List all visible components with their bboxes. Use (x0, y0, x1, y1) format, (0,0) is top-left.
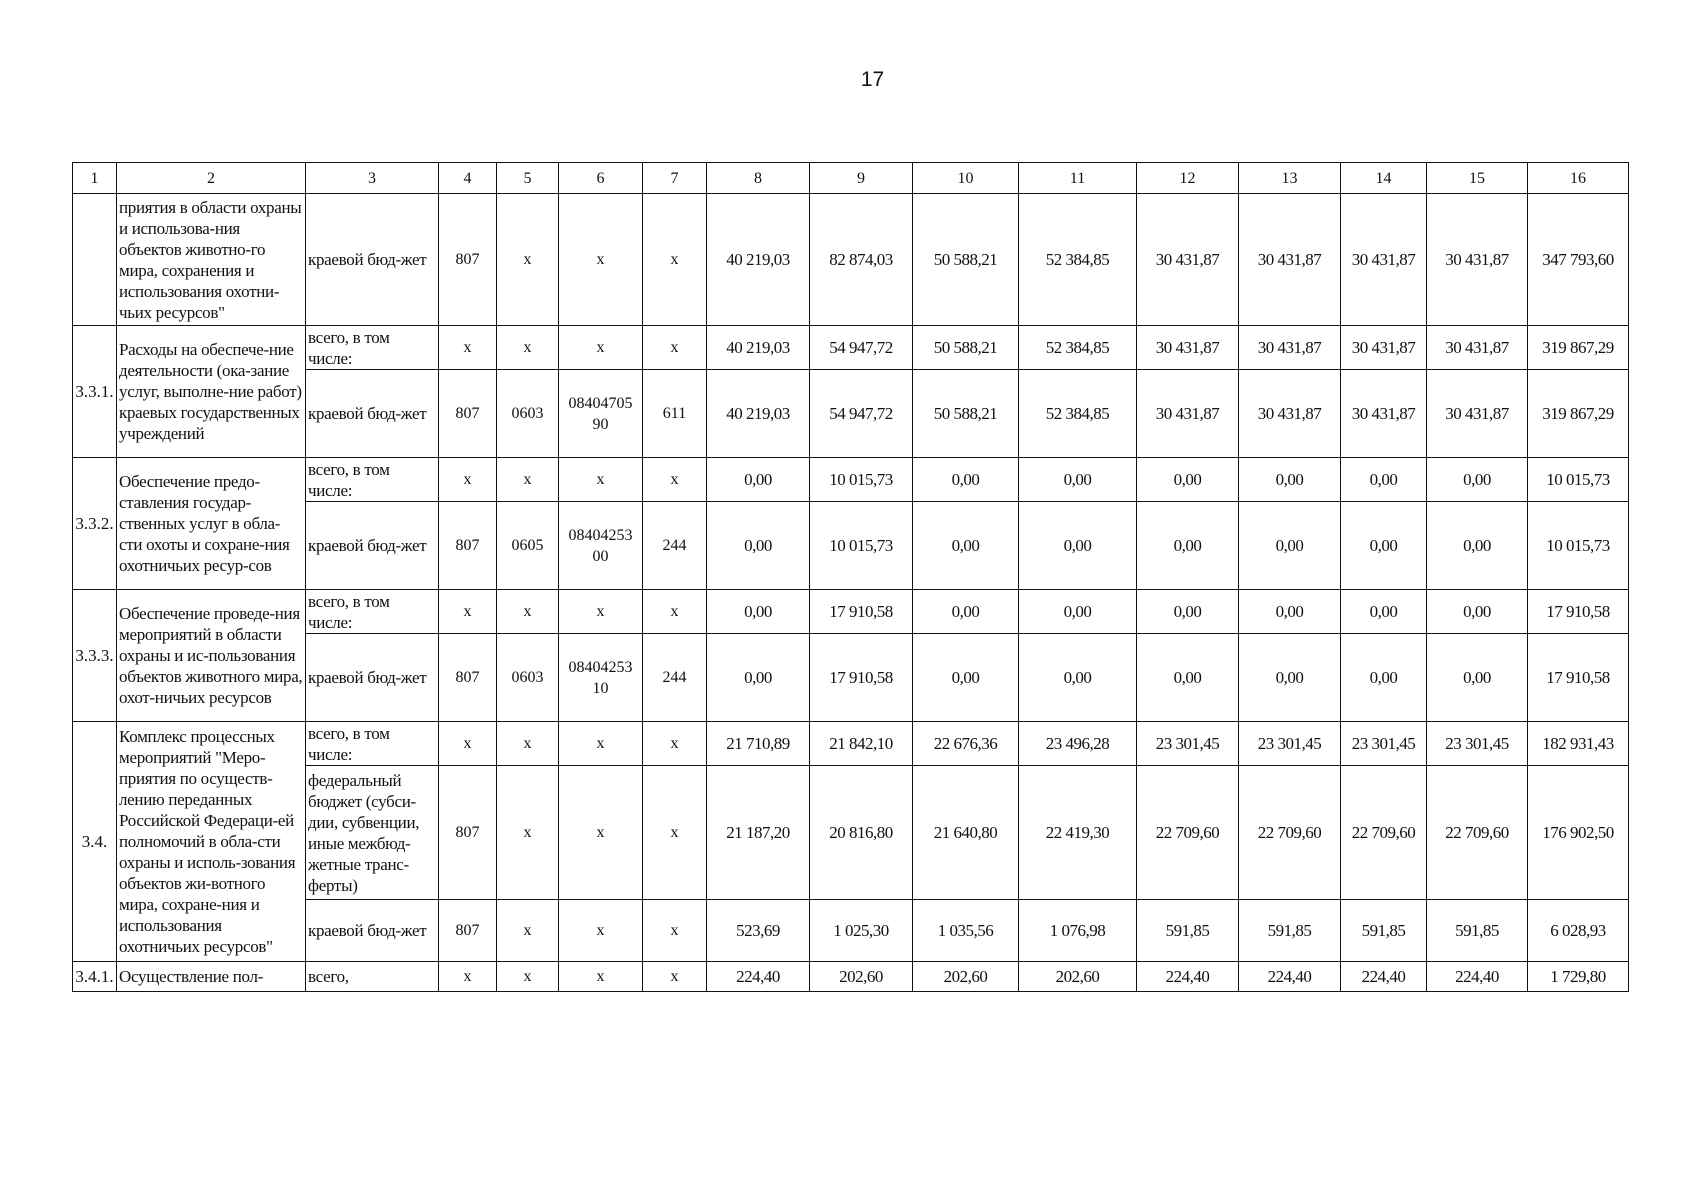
value-cell-col-10: 0,00 (913, 458, 1019, 502)
value-cell-col-10: 202,60 (913, 962, 1019, 992)
column-7-cell: x (643, 194, 707, 326)
column-number-header: 1 (73, 163, 117, 194)
column-6-cell: 08404253 10 (559, 634, 643, 722)
value-cell-col-15: 30 431,87 (1427, 194, 1528, 326)
column-5-cell: x (497, 900, 559, 962)
value-cell-col-12: 0,00 (1137, 590, 1239, 634)
value-cell-col-13: 0,00 (1239, 458, 1341, 502)
value-cell-col-14: 22 709,60 (1341, 766, 1427, 900)
column-number-header: 8 (707, 163, 810, 194)
value-cell-col-15: 0,00 (1427, 458, 1528, 502)
value-cell-col-12: 0,00 (1137, 502, 1239, 590)
column-7-cell: 244 (643, 502, 707, 590)
column-4-cell: x (439, 458, 497, 502)
value-cell-col-15: 591,85 (1427, 900, 1528, 962)
value-cell-col-15: 22 709,60 (1427, 766, 1528, 900)
column-4-cell: x (439, 722, 497, 766)
value-cell-col-11: 202,60 (1019, 962, 1137, 992)
value-cell-col-13: 30 431,87 (1239, 370, 1341, 458)
value-cell-col-11: 1 076,98 (1019, 900, 1137, 962)
value-cell-col-13: 0,00 (1239, 502, 1341, 590)
value-cell-col-16: 17 910,58 (1528, 634, 1629, 722)
value-cell-col-13: 30 431,87 (1239, 194, 1341, 326)
value-cell-col-16: 6 028,93 (1528, 900, 1629, 962)
value-cell-col-8: 0,00 (707, 590, 810, 634)
value-cell-col-16: 319 867,29 (1528, 370, 1629, 458)
value-cell-col-11: 0,00 (1019, 502, 1137, 590)
table-row (73, 766, 1629, 900)
value-cell-col-14: 0,00 (1341, 590, 1427, 634)
value-cell-col-8: 224,40 (707, 962, 810, 992)
table-row (73, 326, 1629, 370)
value-cell-col-8: 40 219,03 (707, 194, 810, 326)
column-6-cell: x (559, 962, 643, 992)
value-cell-col-10: 0,00 (913, 590, 1019, 634)
column-number-header: 12 (1137, 163, 1239, 194)
column-6-cell: x (559, 194, 643, 326)
page-number: 17 (860, 68, 885, 91)
column-6-cell: x (559, 590, 643, 634)
column-4-cell: 807 (439, 900, 497, 962)
value-cell-col-14: 0,00 (1341, 634, 1427, 722)
value-cell-col-15: 0,00 (1427, 590, 1528, 634)
value-cell-col-9: 10 015,73 (810, 458, 913, 502)
column-4-cell: 807 (439, 766, 497, 900)
value-cell-col-11: 0,00 (1019, 590, 1137, 634)
value-cell-col-12: 23 301,45 (1137, 722, 1239, 766)
column-7-cell: x (643, 722, 707, 766)
value-cell-col-13: 0,00 (1239, 634, 1341, 722)
value-cell-col-11: 52 384,85 (1019, 370, 1137, 458)
row-number-cell (73, 194, 117, 326)
value-cell-col-9: 202,60 (810, 962, 913, 992)
value-cell-col-9: 17 910,58 (810, 634, 913, 722)
value-cell-col-12: 30 431,87 (1137, 326, 1239, 370)
column-4-cell: 807 (439, 634, 497, 722)
value-cell-col-8: 523,69 (707, 900, 810, 962)
column-number-header: 7 (643, 163, 707, 194)
value-cell-col-10: 50 588,21 (913, 326, 1019, 370)
value-cell-col-13: 0,00 (1239, 590, 1341, 634)
value-cell-col-14: 591,85 (1341, 900, 1427, 962)
budget-source-cell: всего, в том числе: (306, 458, 439, 502)
value-cell-col-9: 17 910,58 (810, 590, 913, 634)
value-cell-col-9: 20 816,80 (810, 766, 913, 900)
column-7-cell: x (643, 458, 707, 502)
budget-source-cell: краевой бюд-жет (306, 900, 439, 962)
column-number-header: 14 (1341, 163, 1427, 194)
budget-table (72, 162, 1629, 992)
column-number-header: 13 (1239, 163, 1341, 194)
value-cell-col-16: 182 931,43 (1528, 722, 1629, 766)
value-cell-col-8: 0,00 (707, 458, 810, 502)
column-4-cell: 807 (439, 370, 497, 458)
row-number-cell: 3.3.2. (73, 458, 117, 590)
table-row (73, 370, 1629, 458)
measure-name-cell: приятия в области охраны и использова-ния объектов животно-го мира, сохранения и использования охотни-чьих ресурсов" (117, 194, 306, 326)
value-cell-col-9: 54 947,72 (810, 370, 913, 458)
value-cell-col-16: 347 793,60 (1528, 194, 1629, 326)
value-cell-col-13: 591,85 (1239, 900, 1341, 962)
value-cell-col-16: 176 902,50 (1528, 766, 1629, 900)
column-number-header: 2 (117, 163, 306, 194)
column-7-cell: 244 (643, 634, 707, 722)
value-cell-col-15: 0,00 (1427, 634, 1528, 722)
column-7-cell: x (643, 962, 707, 992)
column-5-cell: x (497, 962, 559, 992)
value-cell-col-16: 1 729,80 (1528, 962, 1629, 992)
column-number-header: 15 (1427, 163, 1528, 194)
measure-name-cell: Обеспечение предо-ставления государ-ственных услуг в обла-сти охоты и сохране-ния охотничьих ресур-сов (117, 458, 306, 590)
table-row (73, 590, 1629, 634)
budget-source-cell: федеральный бюджет (субси-дии, субвенции, иные межбюд-жетные транс-ферты) (306, 766, 439, 900)
value-cell-col-15: 23 301,45 (1427, 722, 1528, 766)
value-cell-col-12: 30 431,87 (1137, 370, 1239, 458)
column-4-cell: x (439, 326, 497, 370)
column-4-cell: x (439, 962, 497, 992)
value-cell-col-12: 0,00 (1137, 634, 1239, 722)
column-5-cell: x (497, 590, 559, 634)
value-cell-col-16: 319 867,29 (1528, 326, 1629, 370)
value-cell-col-8: 0,00 (707, 502, 810, 590)
value-cell-col-8: 40 219,03 (707, 370, 810, 458)
table-row (73, 634, 1629, 722)
measure-name-cell: Расходы на обеспече-ние деятельности (ока-зание услуг, выполне-ние работ) краевых государственных учреждений (117, 326, 306, 458)
value-cell-col-8: 40 219,03 (707, 326, 810, 370)
value-cell-col-10: 50 588,21 (913, 194, 1019, 326)
column-5-cell: x (497, 326, 559, 370)
row-number-cell: 3.3.1. (73, 326, 117, 458)
column-number-header: 6 (559, 163, 643, 194)
column-4-cell: 807 (439, 194, 497, 326)
value-cell-col-13: 224,40 (1239, 962, 1341, 992)
value-cell-col-11: 0,00 (1019, 634, 1137, 722)
value-cell-col-12: 22 709,60 (1137, 766, 1239, 900)
measure-name-cell: Комплекс процессных мероприятий "Меро-приятия по осуществ-лению переданных Российской Федераци-ей полномочий в обла-сти охраны и исполь-зования объектов жи-вотного мира, сохране-ния и использования охотничьих ресурсов" (117, 722, 306, 962)
value-cell-col-9: 1 025,30 (810, 900, 913, 962)
column-number-row (73, 163, 1629, 194)
table-row (73, 722, 1629, 766)
value-cell-col-11: 52 384,85 (1019, 194, 1137, 326)
column-5-cell: 0603 (497, 634, 559, 722)
budget-source-cell: всего, в том числе: (306, 326, 439, 370)
value-cell-col-10: 0,00 (913, 502, 1019, 590)
value-cell-col-9: 82 874,03 (810, 194, 913, 326)
column-7-cell: x (643, 900, 707, 962)
column-7-cell: x (643, 590, 707, 634)
value-cell-col-8: 21 187,20 (707, 766, 810, 900)
value-cell-col-9: 10 015,73 (810, 502, 913, 590)
budget-source-cell: краевой бюд-жет (306, 502, 439, 590)
column-6-cell: x (559, 458, 643, 502)
column-5-cell: x (497, 458, 559, 502)
value-cell-col-9: 21 842,10 (810, 722, 913, 766)
measure-name-cell: Осуществление пол- (117, 962, 306, 992)
value-cell-col-15: 0,00 (1427, 502, 1528, 590)
value-cell-col-13: 22 709,60 (1239, 766, 1341, 900)
value-cell-col-14: 0,00 (1341, 502, 1427, 590)
row-number-cell: 3.3.3. (73, 590, 117, 722)
column-5-cell: x (497, 722, 559, 766)
row-number-cell: 3.4. (73, 722, 117, 962)
value-cell-col-12: 591,85 (1137, 900, 1239, 962)
value-cell-col-16: 17 910,58 (1528, 590, 1629, 634)
value-cell-col-10: 22 676,36 (913, 722, 1019, 766)
column-5-cell: x (497, 766, 559, 900)
budget-source-cell: всего, в том числе: (306, 590, 439, 634)
budget-source-cell: всего, в том числе: (306, 722, 439, 766)
column-7-cell: 611 (643, 370, 707, 458)
row-number-cell: 3.4.1. (73, 962, 117, 992)
value-cell-col-14: 30 431,87 (1341, 326, 1427, 370)
value-cell-col-12: 30 431,87 (1137, 194, 1239, 326)
value-cell-col-10: 21 640,80 (913, 766, 1019, 900)
value-cell-col-13: 30 431,87 (1239, 326, 1341, 370)
column-4-cell: 807 (439, 502, 497, 590)
value-cell-col-16: 10 015,73 (1528, 502, 1629, 590)
value-cell-col-14: 0,00 (1341, 458, 1427, 502)
value-cell-col-15: 224,40 (1427, 962, 1528, 992)
value-cell-col-10: 50 588,21 (913, 370, 1019, 458)
table-row (73, 194, 1629, 326)
column-6-cell: 08404253 00 (559, 502, 643, 590)
table-row (73, 458, 1629, 502)
column-number-header: 16 (1528, 163, 1629, 194)
column-number-header: 4 (439, 163, 497, 194)
value-cell-col-14: 30 431,87 (1341, 370, 1427, 458)
table-row (73, 962, 1629, 992)
budget-source-cell: краевой бюд-жет (306, 634, 439, 722)
value-cell-col-11: 52 384,85 (1019, 326, 1137, 370)
column-4-cell: x (439, 590, 497, 634)
value-cell-col-9: 54 947,72 (810, 326, 913, 370)
value-cell-col-12: 0,00 (1137, 458, 1239, 502)
column-number-header: 10 (913, 163, 1019, 194)
column-7-cell: x (643, 326, 707, 370)
value-cell-col-11: 23 496,28 (1019, 722, 1137, 766)
column-number-header: 3 (306, 163, 439, 194)
value-cell-col-13: 23 301,45 (1239, 722, 1341, 766)
value-cell-col-12: 224,40 (1137, 962, 1239, 992)
column-6-cell: x (559, 722, 643, 766)
column-7-cell: x (643, 766, 707, 900)
column-6-cell: x (559, 900, 643, 962)
measure-name-cell: Обеспечение проведе-ния мероприятий в области охраны и ис-пользования объектов животного мира, охот-ничьих ресурсов (117, 590, 306, 722)
value-cell-col-11: 0,00 (1019, 458, 1137, 502)
value-cell-col-16: 10 015,73 (1528, 458, 1629, 502)
value-cell-col-10: 0,00 (913, 634, 1019, 722)
value-cell-col-11: 22 419,30 (1019, 766, 1137, 900)
value-cell-col-14: 23 301,45 (1341, 722, 1427, 766)
budget-source-cell: краевой бюд-жет (306, 194, 439, 326)
value-cell-col-14: 30 431,87 (1341, 194, 1427, 326)
table-row (73, 900, 1629, 962)
budget-source-cell: всего, (306, 962, 439, 992)
value-cell-col-8: 0,00 (707, 634, 810, 722)
column-6-cell: 08404705 90 (559, 370, 643, 458)
value-cell-col-15: 30 431,87 (1427, 370, 1528, 458)
column-5-cell: x (497, 194, 559, 326)
column-5-cell: 0603 (497, 370, 559, 458)
value-cell-col-14: 224,40 (1341, 962, 1427, 992)
column-6-cell: x (559, 766, 643, 900)
value-cell-col-10: 1 035,56 (913, 900, 1019, 962)
table-row (73, 502, 1629, 590)
budget-source-cell: краевой бюд-жет (306, 370, 439, 458)
column-number-header: 9 (810, 163, 913, 194)
column-number-header: 11 (1019, 163, 1137, 194)
value-cell-col-15: 30 431,87 (1427, 326, 1528, 370)
value-cell-col-8: 21 710,89 (707, 722, 810, 766)
column-6-cell: x (559, 326, 643, 370)
column-number-header: 5 (497, 163, 559, 194)
column-5-cell: 0605 (497, 502, 559, 590)
